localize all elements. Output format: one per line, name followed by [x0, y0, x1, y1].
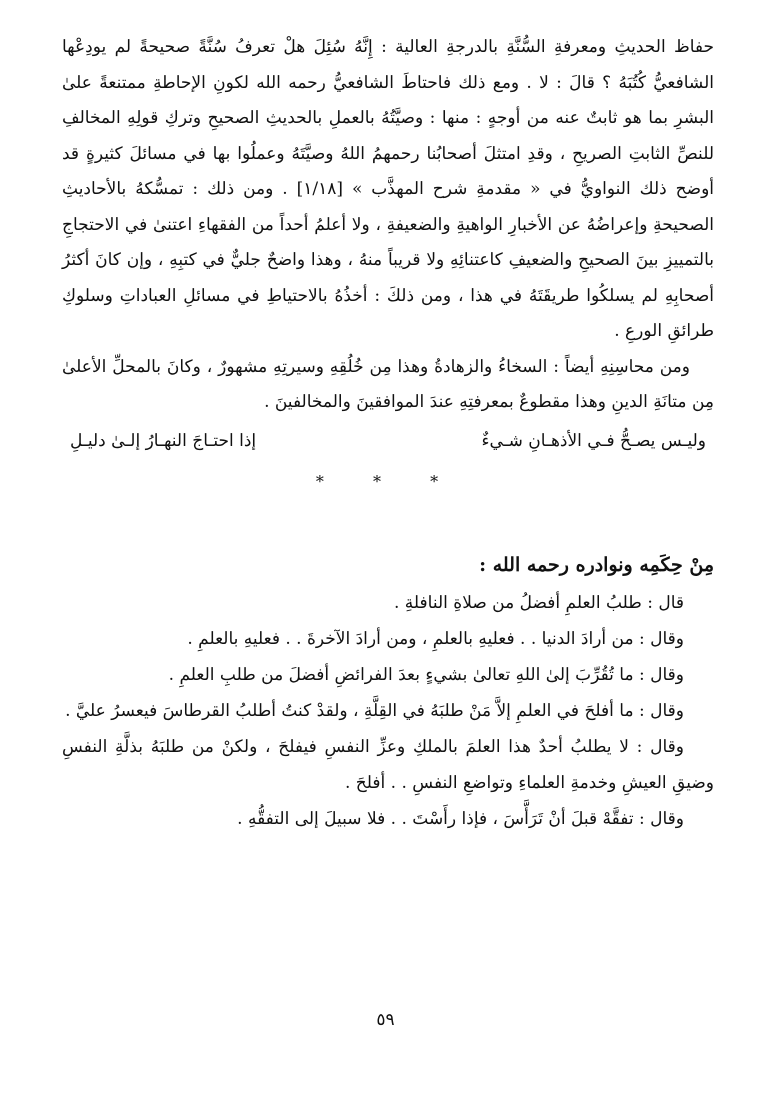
page-content [62, 30, 714, 837]
saying-5: وقال : لا يطلبُ أحدٌ هذا العلمَ بالملكِ وعزِّ النفسِ فيفلحَ ، ولكنْ من طلبَهُ بذلَّةِ النفسِ وضيقِ العيشِ وخدمةِ العلماءِ وتواضعِ النفسِ . . أفلحَ . [62, 736, 714, 793]
section-heading: مِنْ حِكَمِه ونوادره رحمه الله : [479, 553, 714, 576]
body-paragraph-2: ومن محاسِنِهِ أيضاً : السخاءُ والزهادةُ وهذا مِن خُلُقِهِ وسيرتِهِ مشهورٌ ، وكانَ بالمحلِّ الأعلىٰ مِن متانَةِ الدينِ وهذا مقطوعٌ بمعرفتِهِ عندَ الموافقينَ والمخالفينَ . [62, 356, 714, 412]
section-separator: * * * [315, 471, 461, 491]
poetry-verse [62, 423, 714, 459]
body-paragraph-1: حفاظ الحديثِ ومعرفةِ السُّنَّةِ بالدرجةِ العالية : إِنَّهُ سُئِلَ هلْ تعرفُ سُنَّةً صحيحةً لم يودِعْها الشافعيُّ كُتُبَهُ ؟ قالَ : لا . ومع ذلك فاحتاطَ الشافعيُّ رحمه الله لكونِ الإحاطةِ ممتنعةً علىٰ البشرِ بما هو ثابتٌ عنه من أوجهٍ : منها : وصيَّتُهُ بالعملِ بالحديثِ الصحيحِ وتركِ قولِهِ المخالفِ للنصِّ الثابتِ الصريحِ ، وقدِ امتثلَ أصحابُنا رحمهمُ اللهُ وصيَّتَهُ وعملُوا بها في مسائلَ كثيرةٍ قد أوضح ذلك النواويُّ في « مقدمةِ شرح المهذَّب » [١/١٨] . ومن ذلك : تمسُّكهُ بالأحاديثِ الصحيحةِ وإعراضُهُ عن الأخبارِ الواهيةِ والضعيفةِ ، ولا أعلمُ أحداً من الفقهاءِ اعتنىٰ في الاحتجاجِ بالتمييزِ بينَ الصحيحِ والضعيفِ كاعتنائِهِ ولا قريباً منهُ ، وهذا واضحٌ جليٌّ في كتبِهِ ، وإن كانَ أكثرُ أصحابِهِ لم يسلكُوا طريقَتَهُ في هذا ، ومن ذلكَ : أخذُهُ بالاحتياطِ في مسائلِ العباداتِ وسلوكِ طرائقِ الورعِ . [62, 37, 714, 341]
saying-1: قال : طلبُ العلمِ أفضلُ من صلاةِ النافلةِ . [394, 592, 684, 613]
saying-3: وقال : ما تُقُرِّبَ إلىٰ اللهِ تعالىٰ بشيءٍ بعدَ الفرائضِ أفضلَ من طلبِ العلمِ . [168, 664, 684, 685]
verse-first-hemistich: وليـس يصـحُّ فـي الأذهـانِ شـيءٌ [481, 430, 706, 451]
saying-2: وقال : من أرادَ الدنيا . . فعليهِ بالعلمِ ، ومن أرادَ الآخرةَ . . فعليهِ بالعلمِ . [187, 628, 684, 649]
saying-4: وقال : ما أفلحَ في العلمِ إلاَّ مَنْ طلبَهُ في القِلَّةِ ، ولقدْ كنتُ أطلبُ القرطاسَ فيعسرُ عليَّ . [65, 700, 684, 721]
page-number: ٥٩ [376, 1010, 395, 1030]
verse-second-hemistich: إذا احتـاجَ النهـارُ إلـىٰ دليـلِ [70, 430, 257, 451]
saying-6: وقال : تفقَّهْ قبلَ أنْ تَرَأَّسَ ، فإذا رأَسْتَ . . فلا سبيلَ إلى التفقُّهِ . [237, 808, 684, 829]
